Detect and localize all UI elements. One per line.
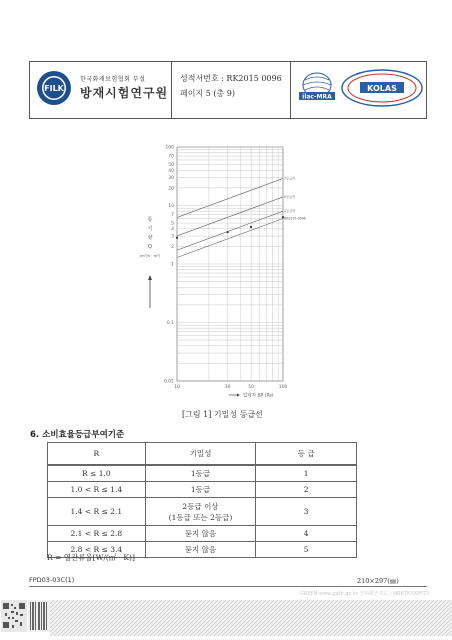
figure-caption: [그림 1] 기밀성 등급선 [182, 410, 263, 419]
measured-point [176, 237, 178, 239]
y-tick-label: 7 [171, 213, 174, 219]
airtightness-cell: 묻지 않음 [145, 542, 256, 558]
y-tick-label: 10 [168, 204, 174, 209]
y-axis-label: Q [148, 244, 152, 250]
table-row [48, 482, 357, 498]
y-tick-label: 1 [171, 262, 174, 268]
airtightness-cell: 1등급 [145, 465, 256, 482]
measured-point [226, 231, 228, 233]
barcode-icon [28, 600, 50, 632]
y-tick-label: 0.01 [163, 379, 174, 385]
grade-cell: 5 [256, 542, 357, 558]
y-tick-label: 5 [171, 221, 174, 227]
measured-point [250, 226, 252, 228]
grade-line [177, 178, 283, 217]
x-tick-label: 50 [248, 385, 254, 390]
y-axis-label: 량 [147, 235, 153, 241]
x-tick-label: 10 [174, 385, 180, 390]
paper-size: 210×297(㎜) [357, 577, 399, 585]
form-number: FPD03-03C(1) [29, 576, 75, 584]
airtightness-line-2: (1등급 또는 2등급) [168, 512, 233, 522]
ilac-logo-text: ilac-MRA [302, 93, 332, 101]
table-row [48, 526, 357, 542]
r-range-cell: 2.8 < R ≤ 3.4 [48, 542, 146, 558]
grade-cell: 1 [256, 465, 357, 482]
column-header-r: R [48, 443, 146, 466]
y-axis-label: 기 [147, 226, 153, 232]
y-tick-label: 70 [168, 154, 174, 160]
grade-cell: 3 [256, 498, 357, 526]
x-axis-arrowhead [237, 394, 240, 397]
y-tick-label: 2 [171, 244, 174, 250]
grade-line-label: 1등급선 [284, 209, 296, 214]
y-tick-label: 30 [168, 176, 174, 182]
airtightness-cell: 1등급 [145, 482, 256, 498]
grade-line-label: 5등급선 [284, 194, 296, 199]
security-pattern-band [50, 600, 452, 636]
r-range-cell: 2.1 < R ≤ 2.8 [48, 526, 146, 542]
y-axis-arrowhead [148, 275, 152, 280]
column-header-airtightness: 기밀성 [145, 443, 256, 466]
grade-line-label: 7등급선 [284, 176, 296, 181]
table-row [48, 465, 357, 482]
header-divider [171, 61, 172, 119]
r-range-cell: 1.0 < R ≤ 1.4 [48, 482, 146, 498]
airtightness-line-1: 2등급 이상 [182, 501, 219, 511]
grade-cell: 2 [256, 482, 357, 498]
x-tick-label: 30 [224, 385, 231, 390]
y-tick-label: 50 [168, 163, 174, 169]
page-number: 페이지 5 (총 9) [180, 89, 235, 98]
airtightness-grade-chart [140, 143, 320, 403]
column-header-grade: 등 급 [256, 443, 357, 466]
r-range-cell: R ≤ 1.0 [48, 465, 146, 482]
org-subtitle: 한국화재보험협회 부설 [80, 76, 146, 83]
org-name: 방재시험연구원 [80, 86, 169, 100]
footer-rule [29, 586, 427, 587]
kolas-logo [340, 68, 424, 108]
y-tick-label: 20 [168, 186, 174, 192]
table-row [48, 498, 357, 526]
efficiency-grade-table [47, 442, 357, 558]
r-range-cell: 1.4 < R ≤ 2.1 [48, 498, 146, 526]
x-tick-label: 100 [278, 385, 288, 390]
report-number: 성적서번호 : RK2015 0096 [180, 74, 282, 83]
kolas-logo-text: KOLAS [367, 84, 397, 93]
y-tick-label: 0.1 [166, 321, 174, 326]
grade-line [177, 197, 283, 236]
y-tick-label: 3 [171, 234, 174, 240]
filk-logo [36, 70, 72, 106]
airtightness-cell: 묻지 않음 [145, 526, 256, 542]
airtightness-cell [145, 498, 256, 526]
grade-cell: 4 [256, 526, 357, 542]
table-header-row [48, 443, 357, 466]
y-axis-label: 통 [147, 217, 153, 223]
y-tick-label: 40 [168, 168, 174, 174]
measured-point [282, 216, 284, 218]
ilac-mra-logo [295, 68, 339, 108]
y-axis-label: (m³/h · m²) [140, 253, 161, 258]
y-tick-label: 100 [165, 145, 174, 151]
r-definition-note: R = 열관류율[W/(㎡ · K)] [47, 553, 135, 562]
filk-logo-text: FILK [44, 84, 64, 93]
grade-line [177, 218, 283, 257]
header-divider [290, 61, 291, 119]
y-tick-label: 4 [171, 227, 174, 233]
grade-line-label: RK2015-0096 [284, 216, 306, 221]
x-axis-label: 압력차 ΔP (Pa) [243, 393, 274, 399]
grade-line [177, 211, 283, 250]
qr-code-icon [1, 600, 27, 632]
verification-watermark: GREEN www.gafb.go.kr 진위확인코드 : NRBTKXXPFZY [300, 591, 430, 597]
section-title: 6. 소비효율등급부여기준 [30, 430, 125, 440]
